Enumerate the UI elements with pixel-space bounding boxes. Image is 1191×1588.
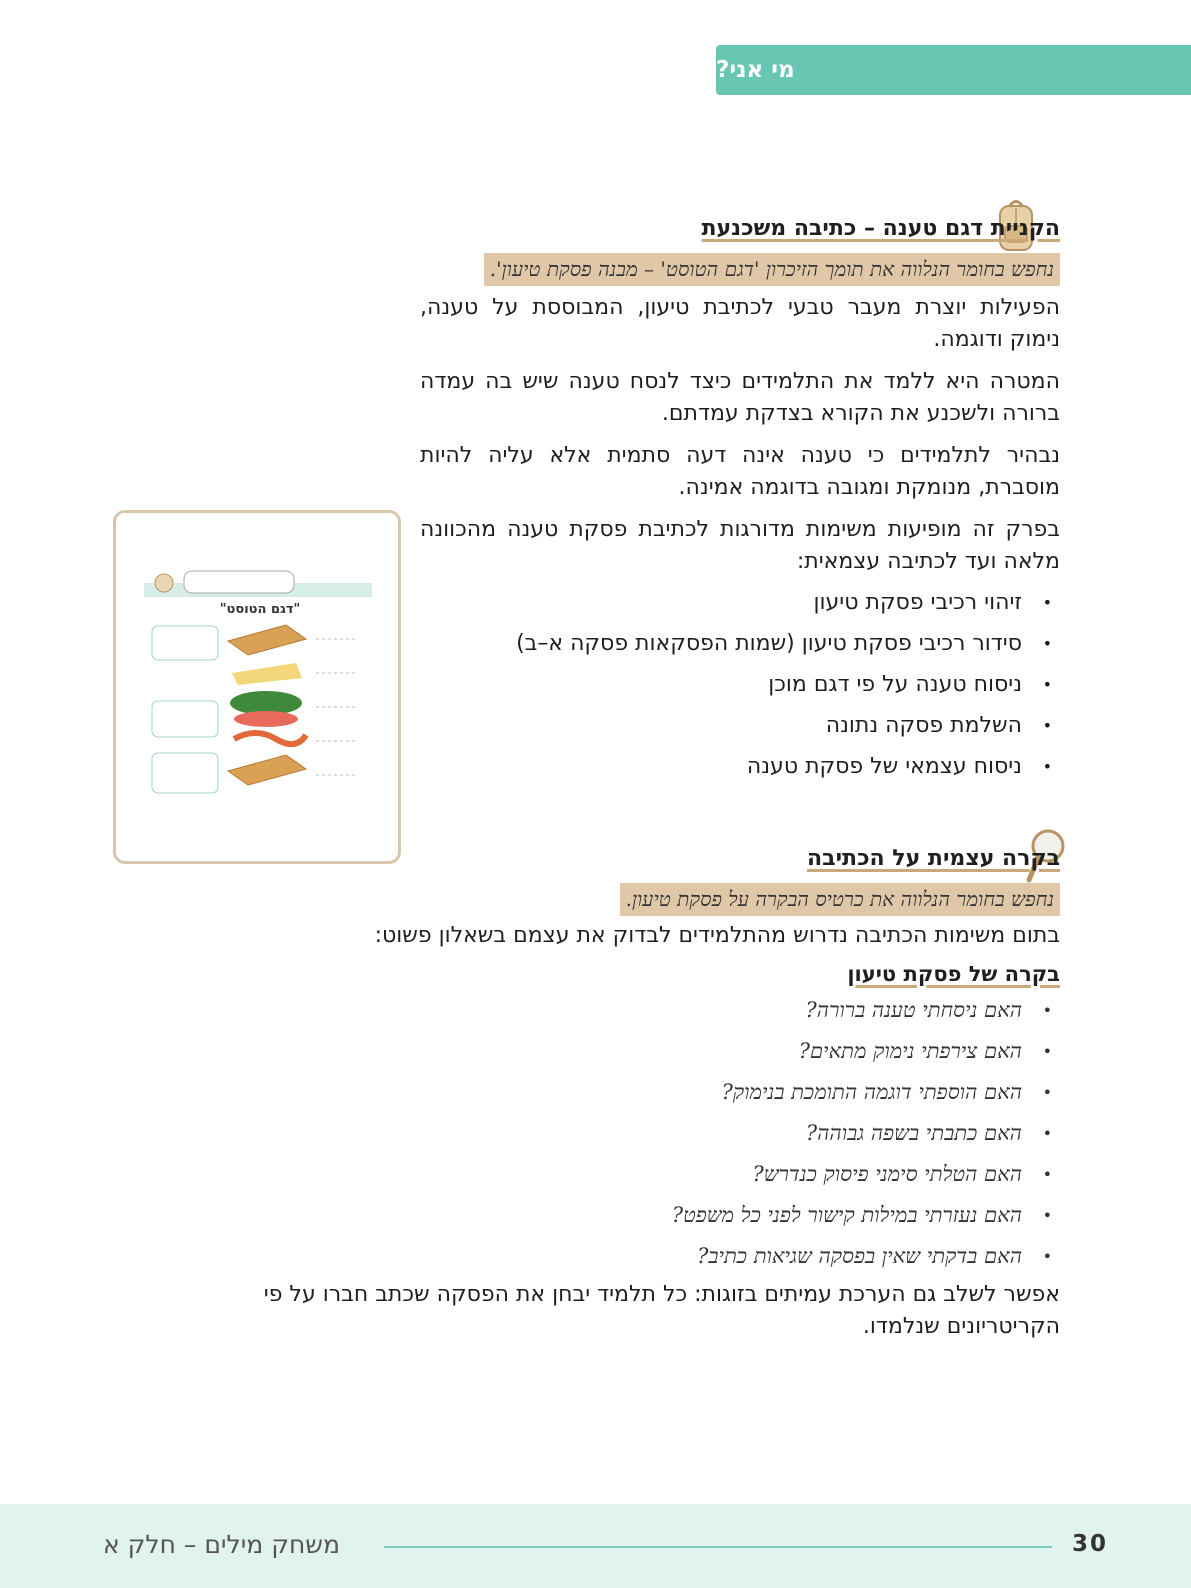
section1-paragraph: הפעילות יוצרת מעבר טבעי לכתיבת טיעון, המבוססת על טענה, נימוק ודוגמה. [420, 295, 1060, 352]
list-item: • האם בדקתי שאין בפסקה שגיאות כתיב? [150, 1236, 1060, 1277]
section2-highlight: נחפש בחומר הנלווה את כרטיס הבקרה על פסקת טיעון. [620, 883, 1060, 916]
toast-model-illustration [116, 513, 398, 861]
list-item: • השלמת פסקה נתונה [420, 705, 1060, 746]
list-item: • זיהוי רכיבי פסקת טיעון [420, 582, 1060, 623]
section-tab [716, 45, 1191, 95]
list-item: • סידור רכיבי פסקת טיעון (שמות הפסקאות פסקה א–ב) [420, 623, 1060, 664]
book-title: משחק מילים – חלק א [103, 1530, 340, 1559]
section1-bullet-list [420, 582, 1060, 787]
section1-paragraph: המטרה היא ללמד את התלמידים כיצד לנסח טענה שיש בה עמדה ברורה ולשכנע את הקורא בצדקת עמדתם. [420, 369, 1060, 426]
section2-subheading: בקרה של פסקת טיעון [847, 962, 1060, 986]
list-item: • האם נעזרתי במילות קישור לפני כל משפט? [150, 1195, 1060, 1236]
list-item: • האם כתבתי בשפה גבוהה? [150, 1113, 1060, 1154]
section2 [150, 846, 1060, 1343]
section2-intro: בתום משימות הכתיבה נדרוש מהתלמידים לבדוק את עצמם בשאלון פשוט: [374, 923, 1060, 948]
section1 [420, 216, 1060, 787]
list-item: • האם הוספתי דוגמה התומכת בנימוק? [150, 1072, 1060, 1113]
section1-paragraph: נבהיר לתלמידים כי טענה אינה דעה סתמית אלא עליה להיות מוסברת, מנומקת ומגובה בדוגמה אמינה. [420, 443, 1060, 500]
list-item: • האם צירפתי נימוק מתאים? [150, 1031, 1060, 1072]
list-item: • האם הטלתי סימני פיסוק כנדרש? [150, 1154, 1060, 1195]
list-item: • ניסוח עצמאי של פסקת טענה [420, 746, 1060, 787]
toast-model-preview [113, 510, 401, 864]
checklist [150, 990, 1060, 1277]
section2-closing: אפשר לשלב גם הערכת עמיתים בזוגות: כל תלמיד יבחן את הפסקה שכתב חברו על פי הקריטריונים שנלמדו. [263, 1282, 1060, 1339]
section1-heading: הקניית דגם טענה – כתיבה משכנעת [701, 216, 1060, 241]
section1-highlight: נחפש בחומר הנלווה את תומך הזיכרון 'דגם הטוסט' – מבנה פסקת טיעון'. [484, 253, 1060, 286]
section-tab-title: מי אני? [716, 57, 795, 83]
footer-divider [384, 1546, 1052, 1548]
list-item: • האם ניסחתי טענה ברורה? [150, 990, 1060, 1031]
list-item: • ניסוח טענה על פי דגם מוכן [420, 664, 1060, 705]
page-number: 30 [1072, 1531, 1109, 1557]
section2-heading: בקרה עצמית על הכתיבה [807, 846, 1060, 871]
preview-title: "דגם הטוסט" [219, 602, 301, 617]
section1-paragraph: בפרק זה מופיעות משימות מדורגות לכתיבת פסקת טענה מהכוונה מלאה ועד לכתיבה עצמאית: [420, 517, 1060, 574]
